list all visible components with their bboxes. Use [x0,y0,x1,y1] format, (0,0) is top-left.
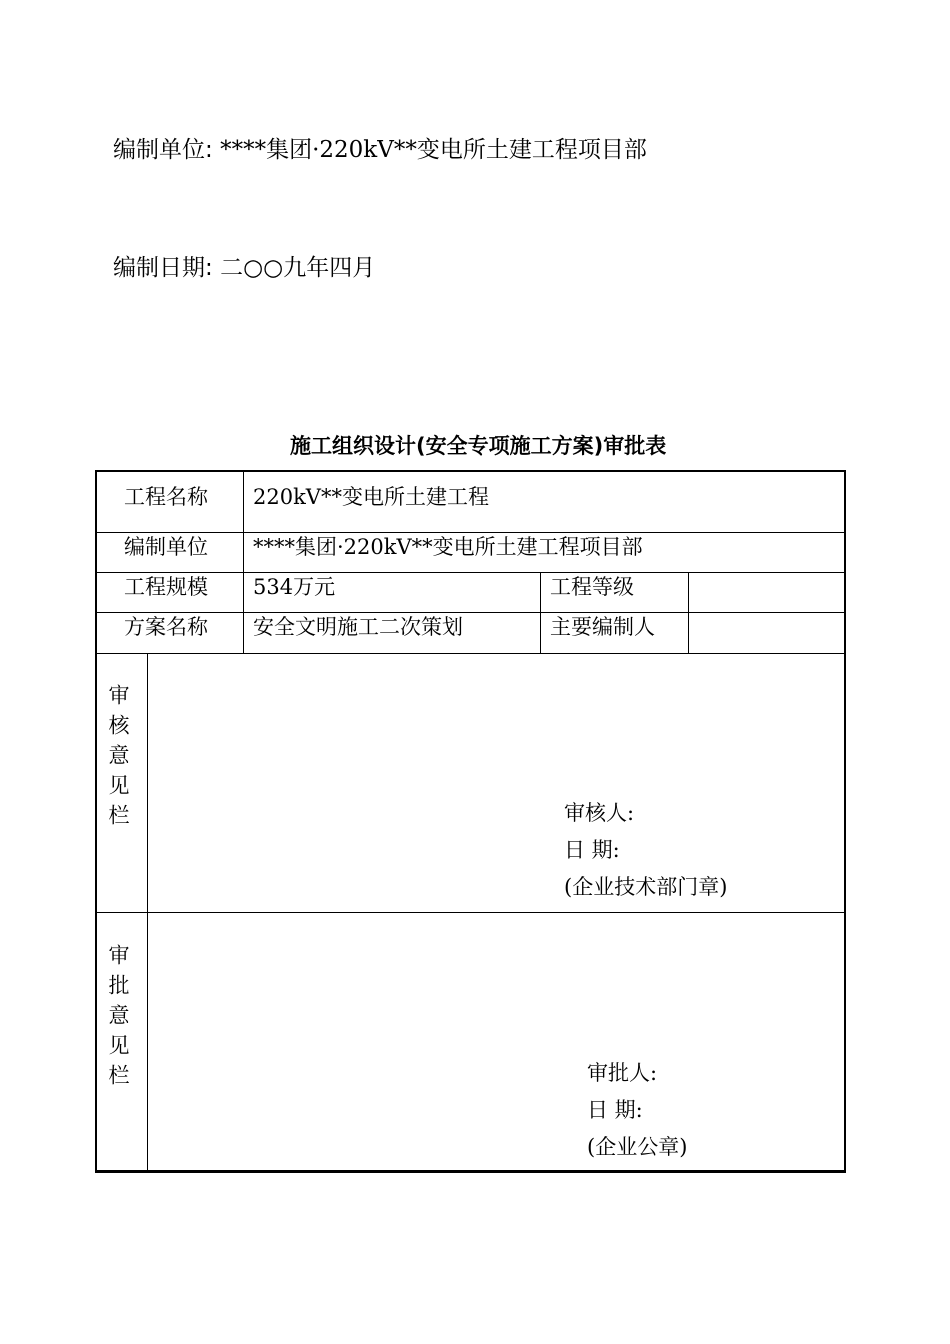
row-divider [96,572,845,573]
compile-unit-line [113,135,647,165]
row-divider [96,612,845,613]
row-divider [96,912,845,913]
reviewer-label: 审核人: [564,801,635,825]
grade-label: 工程等级 [550,575,634,599]
compile-date-line [113,253,375,283]
column-divider [147,653,148,1171]
project-name-label: 工程名称 [124,485,208,509]
approval-signature-block [587,1055,687,1166]
unit-label: 编制单位 [124,535,208,559]
approver-label: 审批人: [587,1061,658,1085]
approval-section-label: 审批意见栏 [106,944,130,1094]
row-divider [96,653,845,654]
form-title: 施工组织设计(安全专项施工方案)审批表 [290,434,667,458]
project-name-value: 220kV**变电所土建工程 [253,485,489,509]
approval-date-label: 日 期: [587,1098,643,1122]
scale-value: 534万元 [253,575,336,599]
plan-name-label: 方案名称 [124,615,208,639]
column-divider [540,572,541,653]
compile-unit-value: ****集团·220kV**变电所土建工程项目部 [220,137,647,163]
compile-date-value: 二○○九年四月 [220,255,376,281]
compile-unit-label: 编制单位: [113,137,213,163]
review-section-label: 审核意见栏 [106,684,130,834]
review-seal-label: (企业技术部门章) [564,875,728,899]
review-signature-block [564,795,727,906]
compile-date-label: 编制日期: [113,255,213,281]
column-divider [688,572,689,653]
review-date-label: 日 期: [564,838,620,862]
author-label: 主要编制人 [550,615,655,639]
plan-name-value: 安全文明施工二次策划 [253,615,463,639]
unit-value: ****集团·220kV**变电所土建工程项目部 [253,535,643,559]
approval-seal-label: (企业公章) [587,1135,688,1159]
column-divider [243,472,244,653]
scale-label: 工程规模 [124,575,208,599]
